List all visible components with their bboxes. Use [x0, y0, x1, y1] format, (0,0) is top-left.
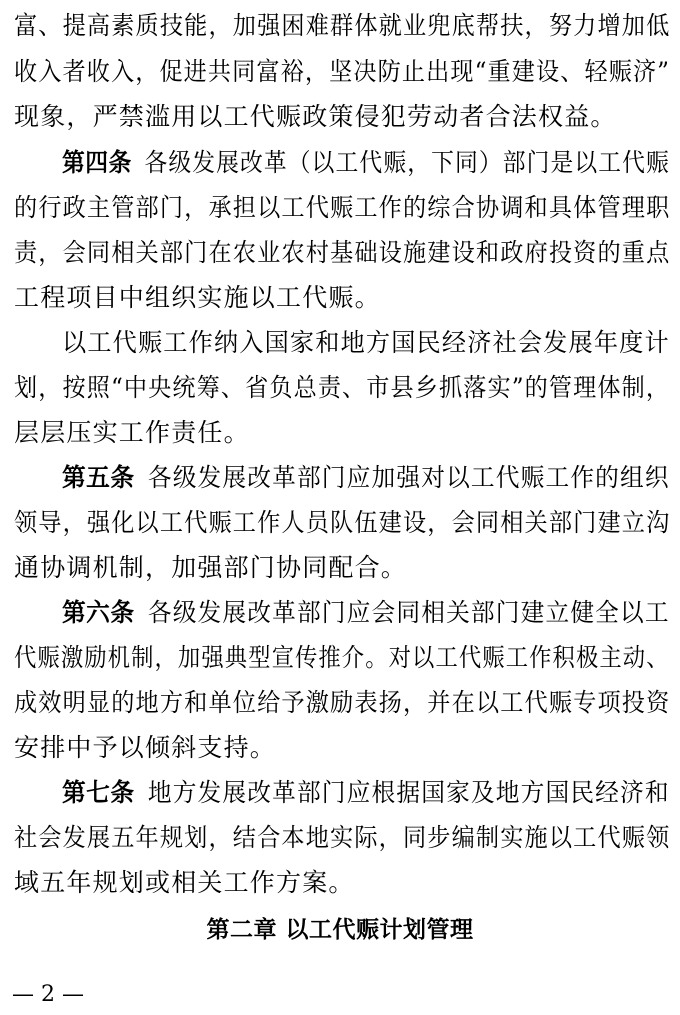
text-line: 各级发展改革部门应加强对以工代赈工作的组织	[147, 463, 670, 492]
text-line: 各级发展改革部门应会同相关部门建立健全以工	[147, 598, 670, 627]
text-line: 收入者收入，促进共同富裕，坚决防止出现“重建设、轻赈济”	[14, 57, 671, 86]
text-line: 各级发展改革（以工代赈，下同）部门是以工代赈	[144, 148, 670, 177]
text-line: 代赈激励机制，加强典型宣传推介。对以工代赈工作积极主动、	[14, 643, 670, 672]
text-line: 工程项目中组织实施以工代赈。	[14, 283, 381, 312]
article-5-first-line	[62, 458, 670, 498]
text-line: 地方发展改革部门应根据国家及地方国民经济和	[147, 778, 670, 807]
article-6-first-line	[62, 593, 670, 633]
text-line: 社会发展五年规划，结合本地实际，同步编制实施以工代赈领	[14, 823, 671, 852]
article-7-first-line	[62, 773, 670, 813]
article-6-number: 第六条	[62, 598, 135, 627]
text-line: 富、提高素质技能，加强困难群体就业兜底帮扶，努力增加低	[14, 11, 671, 40]
article-4-first-line	[62, 143, 670, 183]
text-line: 层层压实工作责任。	[14, 418, 250, 447]
article-7-number: 第七条	[62, 778, 135, 807]
text-line: 划，按照“中央统筹、省负总责、市县乡抓落实”的管理体制，	[14, 373, 671, 402]
text-line: 通协调机制，加强部门协同配合。	[14, 553, 408, 582]
text-line: 责，会同相关部门在农业农村基础设施建设和政府投资的重点	[14, 238, 671, 267]
chapter-title: 第二章 以工代赈计划管理	[206, 917, 474, 943]
text-line: 安排中予以倾斜支持。	[14, 733, 277, 762]
text-line: 成效明显的地方和单位给予激励表扬，并在以工代赈专项投资	[14, 688, 671, 717]
text-line: 的行政主管部门，承担以工代赈工作的综合协调和具体管理职	[14, 193, 671, 222]
page-number: — 2 —	[12, 982, 84, 1007]
text-line: 现象，严禁滥用以工代赈政策侵犯劳动者合法权益。	[14, 102, 617, 131]
text-line: 领导，强化以工代赈工作人员队伍建设，会同相关部门建立沟	[14, 508, 671, 537]
text-line: 域五年规划或相关工作方案。	[14, 868, 355, 897]
article-4-number: 第四条	[62, 148, 132, 177]
text-line: 以工代赈工作纳入国家和地方国民经济社会发展年度计	[62, 328, 670, 357]
article-5-number: 第五条	[62, 463, 135, 492]
